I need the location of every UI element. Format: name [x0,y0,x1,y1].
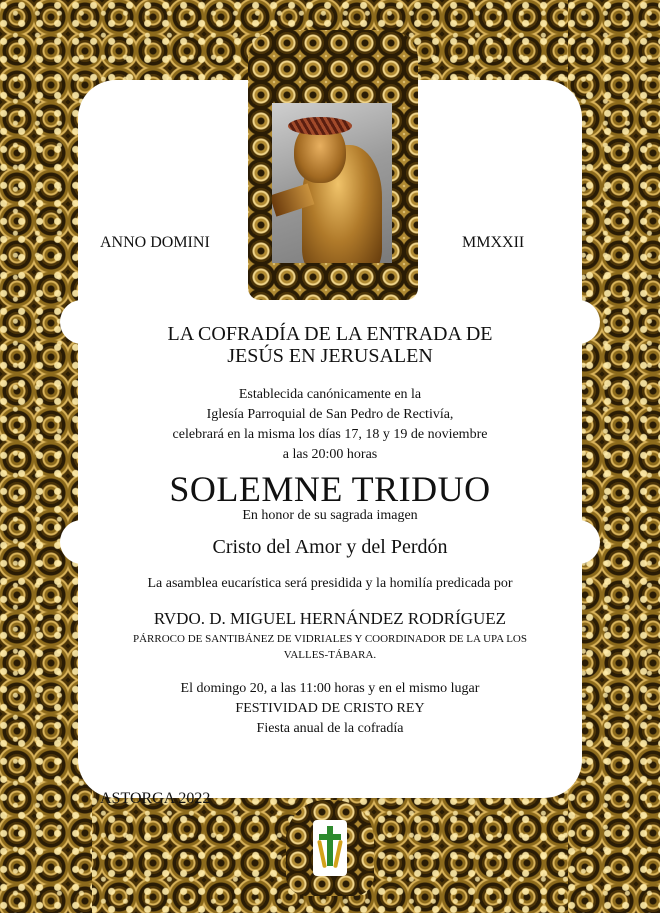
year-label: MMXXII [462,234,525,251]
feast-name: FESTIVIDAD DE CRISTO REY [235,701,425,716]
brotherhood-title: LA COFRADÍA DE LA ENTRADA DE JESÚS EN JERUSALEN [167,323,493,367]
city-year-label: ASTORGA 2022 [100,790,211,807]
frame-scallop [556,520,600,564]
honor-line: En honor de su sagrada imagen [242,508,418,523]
cross-palm-icon [313,820,347,876]
announcement-intro: Establecida canónicamente en la Iglesía Parroquial de San Pedro de Rectivía, celebrará en la misma los días 17, 18 y 19 de noviembre a las 20:00 horas [172,387,488,462]
annual-feast-note: Fiesta anual de la cofradía [256,721,404,736]
frame-scallop [60,520,104,564]
christ-image [272,103,392,263]
celebrant-intro: La asamblea eucarística será presidida y la homilía predicada por [147,576,513,591]
frame-scallop [556,300,600,344]
frame-scallop [60,300,104,344]
image-name: Cristo del Amor y del Perdón [212,536,448,558]
celebrant-role: PÁRROCO DE SANTIBÁNEZ DE VIDRIALES Y COORDINADOR DE LA UPA LOS VALLES-TÁBARA. [133,633,527,661]
sunday-notice: El domingo 20, a las 11:00 horas y en el mismo lugar [180,681,480,696]
anno-domini-label: ANNO DOMINI [100,234,210,251]
celebrant-name: RVDO. D. MIGUEL HERNÁNDEZ RODRÍGUEZ [153,609,507,628]
event-title: SOLEMNE TRIDUO [169,469,491,509]
